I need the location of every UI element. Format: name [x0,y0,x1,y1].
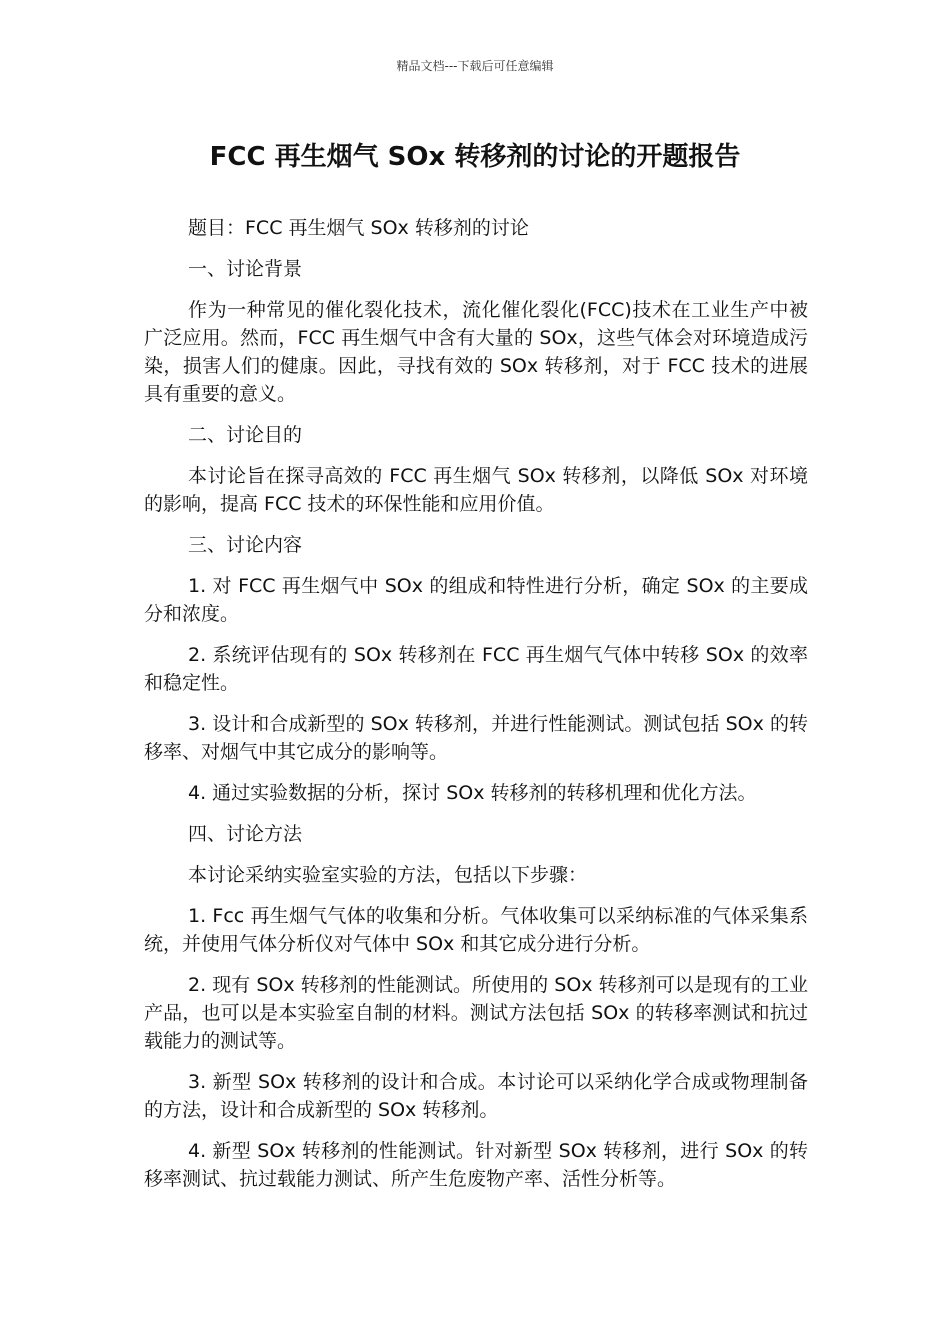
method-step-2: 2. 现有 SOx 转移剂的性能测试。所使用的 SOx 转移剂可以是现有的工业产品，也可以是本实验室自制的材料。测试方法包括 SOx 的转移率测试和抗过载能力的测试等。 [144,974,808,1052]
content-item-2: 2. 系统评估现有的 SOx 转移剂在 FCC 再生烟气气体中转移 SOx 的效率和稳定性。 [144,644,808,694]
section-heading-purpose: 二、讨论目的 [188,424,303,446]
method-step-1: 1. Fcc 再生烟气气体的收集和分析。气体收集可以采纳标准的气体采集系统，并使用气体分析仪对气体中 SOx 和其它成分进行分析。 [144,905,808,955]
background-paragraph: 作为一种常见的催化裂化技术，流化催化裂化(FCC)技术在工业生产中被广泛应用。然而，FCC 再生烟气中含有大量的 SOx，这些气体会对环境造成污染，损害人们的健康。因此，寻找有效的 SOx 转移剂，对于 FCC 技术的进展具有重要的意义。 [144,299,808,405]
method-step-3: 3. 新型 SOx 转移剂的设计和合成。本讨论可以采纳化学合成或物理制备的方法，设计和合成新型的 SOx 转移剂。 [144,1071,808,1121]
topic-line: 题目：FCC 再生烟气 SOx 转移剂的讨论 [188,217,529,239]
method-intro: 本讨论采纳实验室实验的方法，包括以下步骤： [188,864,588,886]
header-note: 精品文档---下载后可任意编辑 [396,59,554,73]
document-body [144,214,808,1206]
method-step-4: 4. 新型 SOx 转移剂的性能测试。针对新型 SOx 转移剂，进行 SOx 的转移率测试、抗过载能力测试、所产生危废物产率、活性分析等。 [144,1140,808,1190]
content-item-3: 3. 设计和合成新型的 SOx 转移剂，并进行性能测试。测试包括 SOx 的转移率、对烟气中其它成分的影响等。 [144,713,808,763]
section-heading-background: 一、讨论背景 [188,258,303,280]
document-title: FCC 再生烟气 SOx 转移剂的讨论的开题报告 [209,142,741,172]
content-item-1: 1. 对 FCC 再生烟气中 SOx 的组成和特性进行分析，确定 SOx 的主要成分和浓度。 [144,575,808,625]
purpose-paragraph: 本讨论旨在探寻高效的 FCC 再生烟气 SOx 转移剂，以降低 SOx 对环境的影响，提高 FCC 技术的环保性能和应用价值。 [144,465,808,515]
content-item-4: 4. 通过实验数据的分析，探讨 SOx 转移剂的转移机理和优化方法。 [188,782,757,804]
section-heading-content: 三、讨论内容 [188,534,303,556]
section-heading-method: 四、讨论方法 [188,823,303,845]
